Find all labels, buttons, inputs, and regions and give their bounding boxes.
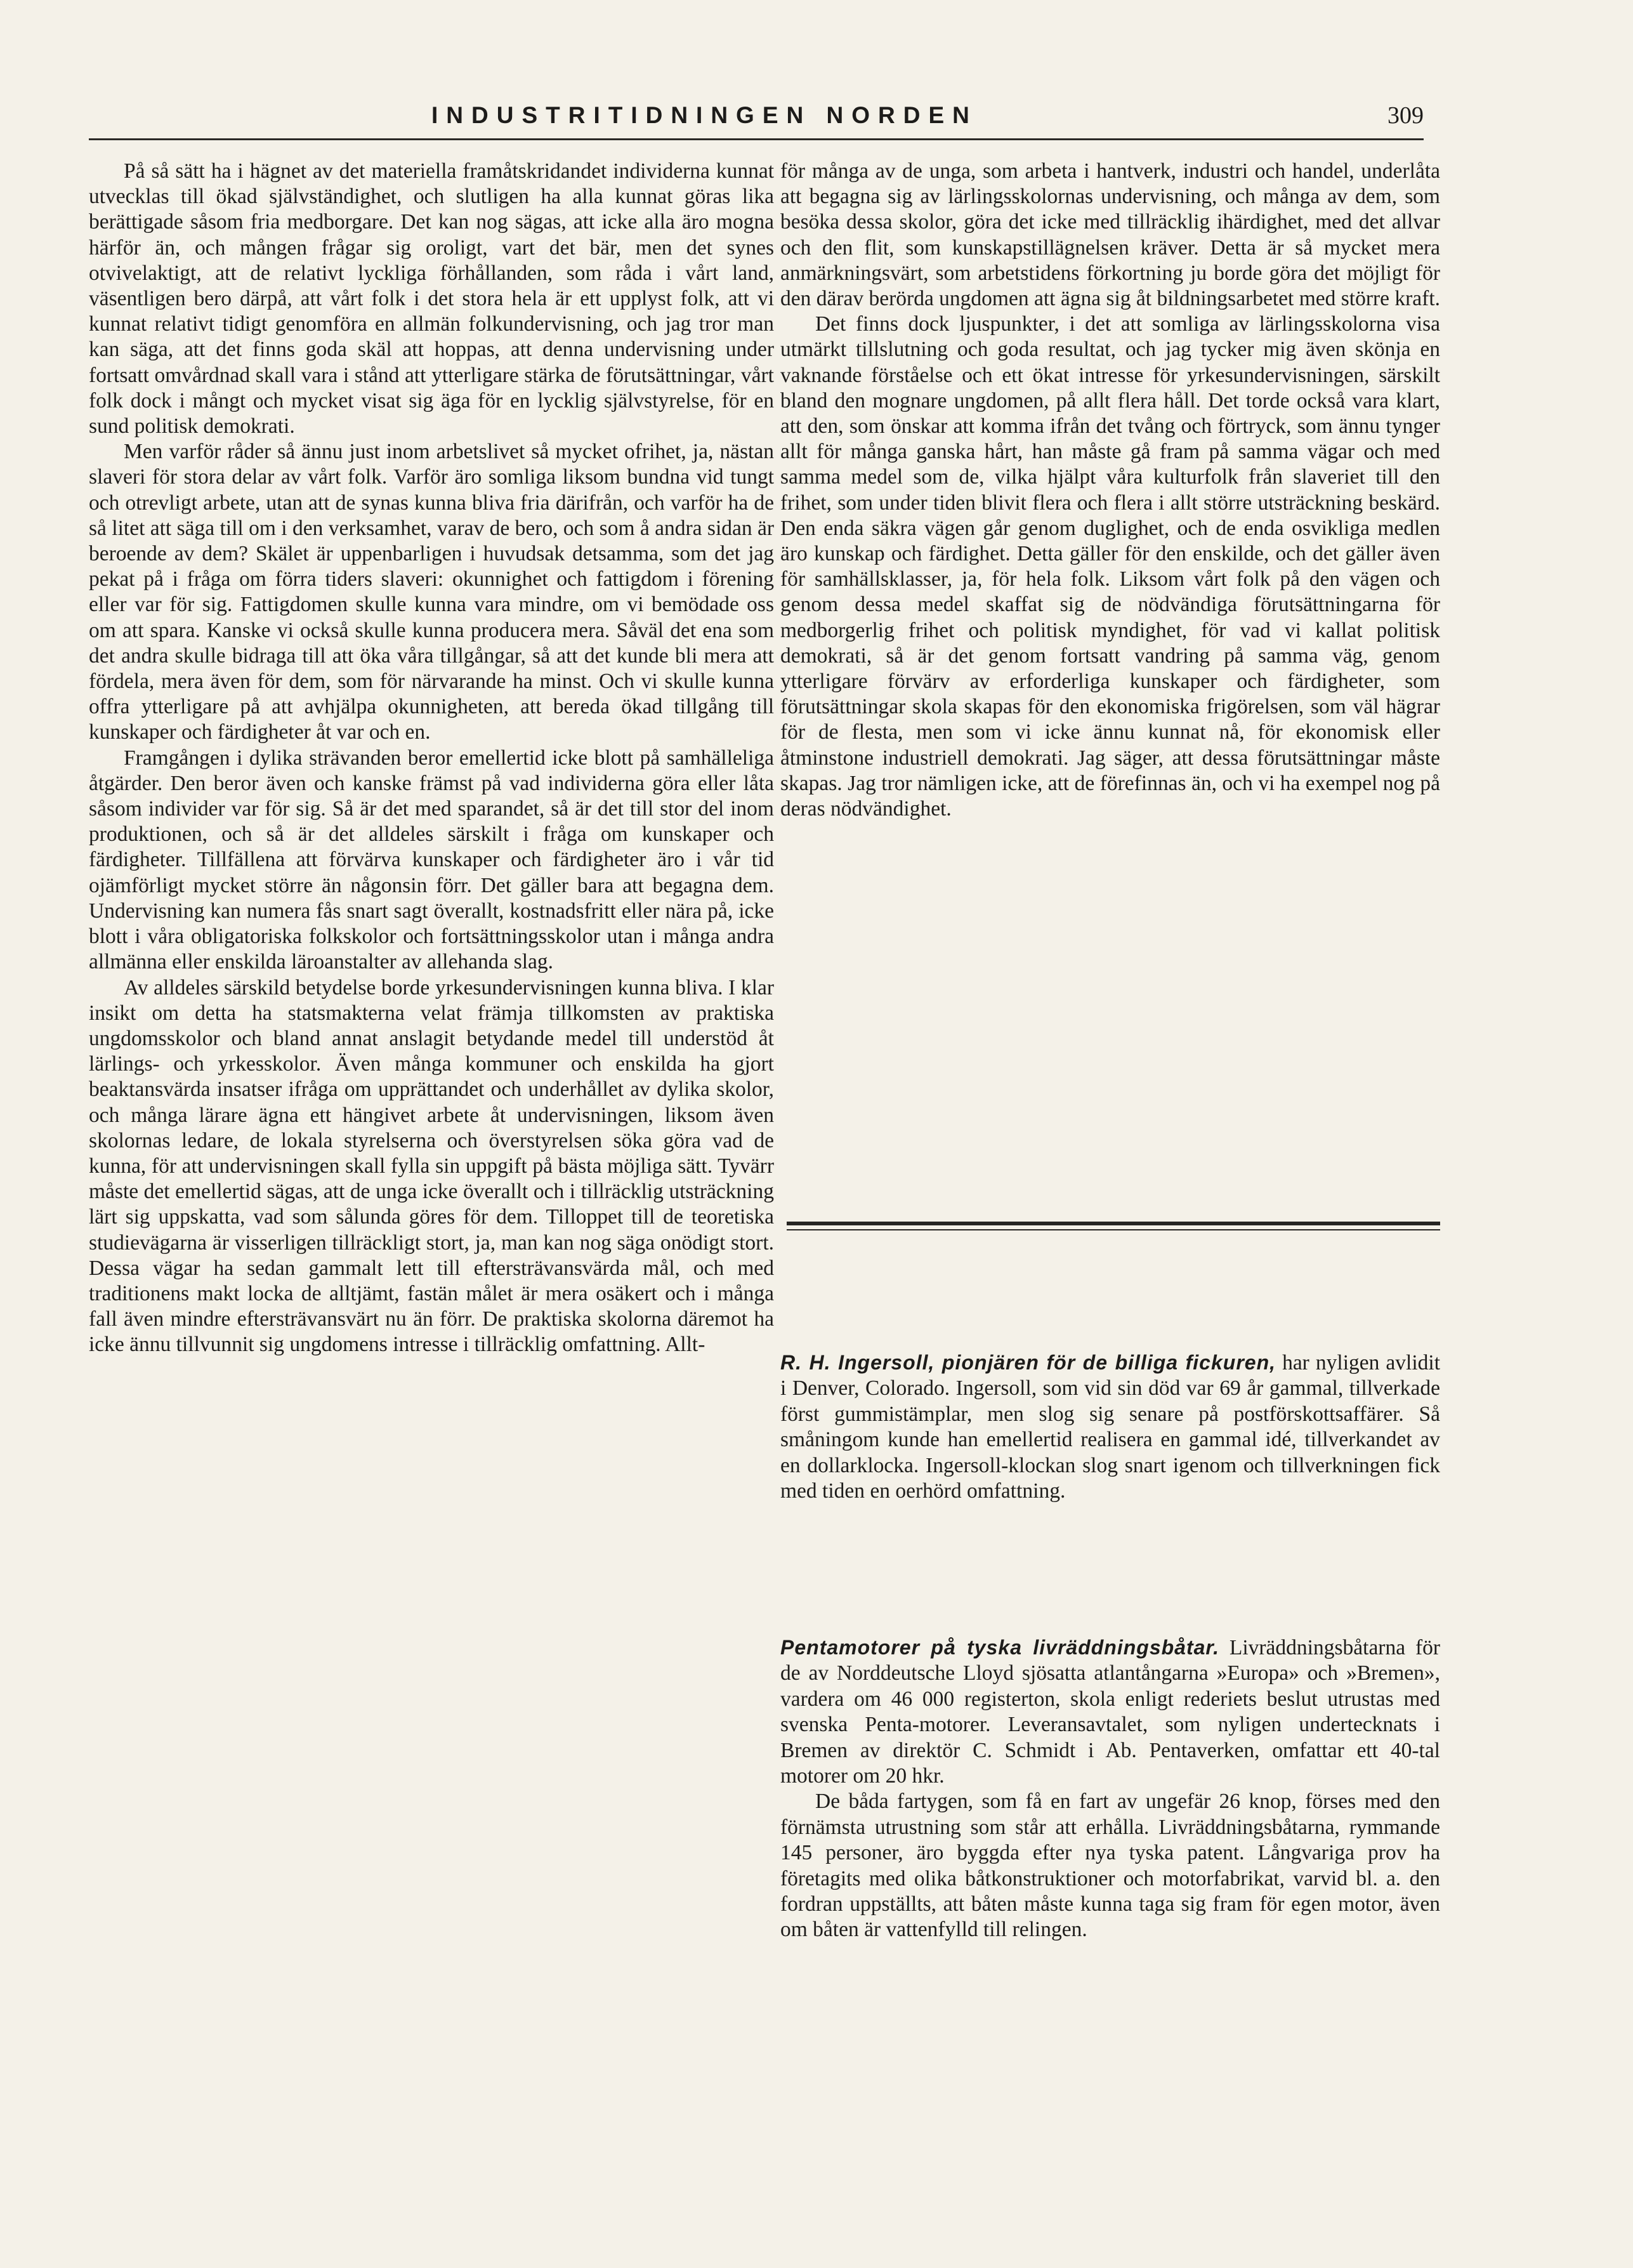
news-headline: Pentamotorer på tyska livräddningsbåtar. <box>780 1636 1219 1659</box>
body-paragraph: för många av de unga, som arbeta i hantverk, industri och handel, underlåta att begagna sig av lärlingsskolornas undervisning, och många av dem, som besöka dessa skolor, göra det icke med tillräcklig ihärdighet, med det allvar och den flit, som kunskapstillägnelsen kräver. Detta är så mycket mera anmärkningsvärt, som arbetstidens förkortning ju borde göra det möjligt för den därav berörda ungdomen att ägna sig åt bildningsarbetet med större kraft. <box>780 159 1441 311</box>
body-paragraph: Men varför råder så ännu just inom arbetslivet så mycket ofrihet, ja, nästan slaveri för stora delar av vårt folk. Varför äro somliga liksom bundna vid tungt och otrevligt arbete, utan att de synas kunna bliva fria därifrån, och varför ha de så litet att säga till om i den verksamhet, varav de bero, och som å andra sidan är beroende av dem? Skälet är uppenbarligen i huvudsak detsamma, som det jag pekat på i fråga om förra tiders slaveri: okunnighet och fattigdom i förening eller var för sig. Fattigdomen skulle kunna vara mindre, om vi bemödade oss om att spara. Kanske vi också skulle kunna producera mera. Såväl det ena som det andra skulle bidraga till att öka våra tillgångar, så att det kunde bli mera att fördela, mera även för dem, som för närvarande ha minst. Och vi skulle kunna offra ytterligare på att avhjälpa okunnigheten, att bereda ökad tillgång till kunskaper och färdigheter åt var och en. <box>89 440 775 744</box>
running-head <box>89 102 1424 140</box>
news-paragraph <box>780 1350 1440 1504</box>
section-divider <box>787 1222 1440 1230</box>
left-column <box>89 159 774 2120</box>
right-column <box>780 159 1440 822</box>
news-paragraph: De båda fartygen, som få en fart av ungefär 26 knop, förses med den förnämsta utrustning som står att erhålla. Livräddningsbåtarna, rymmande 145 personer, äro byggda efter nya tyska patent. Långvariga prov ha företagits med olika båtkonstruktioner och motorfabrikat, varvid bl. a. den fordran uppställts, att båten måste kunna taga sig fram för egen motor, även om båten är vattenfylld till relingen. <box>780 1790 1440 1942</box>
body-paragraph: Av alldeles särskild betydelse borde yrkesundervisningen kunna bliva. I klar insikt om detta ha statsmakterna velat främja tillkomsten av praktiska ungdomsskolor och bland annat anslagit betydande medel till understöd åt lärlings- och yrkesskolor. Även många kommuner och enskilda ha gjort beaktansvärda insatser ifråga om upprättandet och underhållet av dylika skolor, och många lärare ägna ett hängivet arbete åt undervisningen, liksom även skolornas ledare, de lokala styrelserna och överstyrelsen söka göra vad de kunna, för att undervisningen skall fylla sin uppgift på bästa möjliga sätt. Tyvärr måste det emellertid sägas, att de unga icke överallt och i tillräcklig utsträckning lärt sig uppskatta, vad som sålunda göres för dem. Tilloppet till de teoretiska studievägarna är visserligen tillräckligt stort, ja, man kan nog säga onödigt stort. Dessa vägar ha sedan gammalt lett till eftersträvansvärda mål, och med traditionens makt locka de alltjämt, fastän målet är mera osäkert och i många fall även mindre eftersträvansvärt nu än förr. De praktiska skolorna däremot ha icke ännu tillvunnit sig ungdomens intresse i tillräcklig omfattning. Allt- <box>89 975 774 1357</box>
divider-thin-rule <box>787 1229 1440 1230</box>
divider-thick-rule <box>787 1222 1440 1225</box>
news-item-ingersoll <box>780 1350 1440 1504</box>
news-item-penta <box>780 1635 1440 1943</box>
journal-title: INDUSTRITIDNINGEN NORDEN <box>431 102 978 128</box>
page-number: 309 <box>1387 102 1424 129</box>
body-paragraph: Framgången i dylika strävanden beror emellertid icke blott på samhälleliga åtgärder. Den beror även och kanske främst på vad individerna göra eller låta såsom individer var för sig. Så är det med sparandet, så är det till stor del inom produktionen, och så är det alldeles särskilt i fråga om kunskaper och färdigheter. Tillfällena att förvärva kunskaper och färdigheter äro i vår tid ojämförligt mycket större än någonsin förr. Det gäller bara att begagna dem. Undervisning kan numera fås snart sagt överallt, kostnadsfritt eller nära på, icke blott i våra obligatoriska folkskolor och fortsättningsskolor utan i många andra allmänna eller enskilda läroanstalter av allehanda slag. <box>89 746 774 974</box>
news-body: Livräddningsbåtarna för de av Norddeutsche Lloyd sjösatta atlantångarna »Europa» och »Bremen», vardera om 46 000 registerton, skola enligt rederiets beslut utrustas med svenska Penta-motorer. Leveransavtalet, som nyligen undertecknats i Bremen av direktör C. Schmidt i Ab. Pentaverken, omfattar ett 40-tal motorer om 20 hkr. <box>780 1636 1441 1788</box>
body-paragraph: På så sätt ha i hägnet av det materiella framåtskridandet individerna kunnat utvecklas till ökad självständighet, och slutligen ha alla kunnat göras lika berättigade såsom fria medborgare. Det kan nog sägas, att icke alla äro mogna härför än, och mången frågar sig oroligt, vart det bär, men det synes otvivelaktigt, att de relativt lyckliga förhållanden, som råda i vårt land, väsentligen bero därpå, att vårt folk i det stora hela är ett upplyst folk, att vi kunnat relativt tidigt genomföra en allmän folkundervisning, och jag tror man kan säga, att det finns goda skäl att hoppas, att denna undervisning under fortsatt omvårdnad skall vara i stånd att ytterligare stärka de förutsättningar, vårt folk dock i mångt och mycket visat sig äga för en lycklig självstyrelse, för en sund politisk demokrati. <box>89 159 774 438</box>
body-paragraph: Det finns dock ljuspunkter, i det att somliga av lärlingsskolorna visa utmärkt tillslutning och goda resultat, och jag tycker mig även skönja en vaknande förståelse och ett ökat intresse för yrkesundervisningen, särskilt bland den mognare ungdomen, på allt flera håll. Det torde också vara klart, att den, som önskar att komma ifrån det tvång och förtryck, som ännu tynger allt för många ganska hårt, han måste gå fram på samma vägar och med samma medel som de, vilka hjälpt våra kulturfolk från slaveriet till den frihet, som under tiden blivit flera och flera i allt större utsträckning beskärd. Den enda säkra vägen går genom duglighet, och de enda osvikliga medlen äro kunskap och färdighet. Detta gäller för den enskilde, och det gäller även för samhällsklasser, ja, för hela folk. Liksom vårt folk på den vägen och genom dessa medel skaffat sig de nödvändiga förutsättningarna för medborgerlig frihet och politisk myndighet, för vad vi kallat politisk demokrati, så är det genom fortsatt vandring på samma väg, genom ytterligare förvärv av erforderliga kunskaper och färdigheter, som förutsättningar skola skapas för den ekonomiska frigörelsen, som väl hägrar för de flesta, men som vi icke ännu kunnat nå, för ekonomisk eller åtminstone industriell demokrati. Jag säger, att dessa förutsättningar måste skapas. Jag tror nämligen icke, att de förefinnas än, och vi ha exempel nog på deras nödvändighet. <box>780 312 1440 821</box>
news-body: har nyligen avlidit i Denver, Colorado. Ingersoll, som vid sin död var 69 år gammal, tillverkade först gummistämplar, men slog sig senare på postförskottsaffärer. Så småningom kunde han emellertid realisera en gammal idé, tillverkandet av en dollarklocka. Ingersoll-klockan slog snart igenom och tillverkningen fick med tiden en oerhörd omfattning. <box>780 1351 1441 1503</box>
news-headline: R. H. Ingersoll, pionjären för de billiga fickuren, <box>780 1351 1276 1374</box>
news-paragraph <box>780 1635 1440 1789</box>
